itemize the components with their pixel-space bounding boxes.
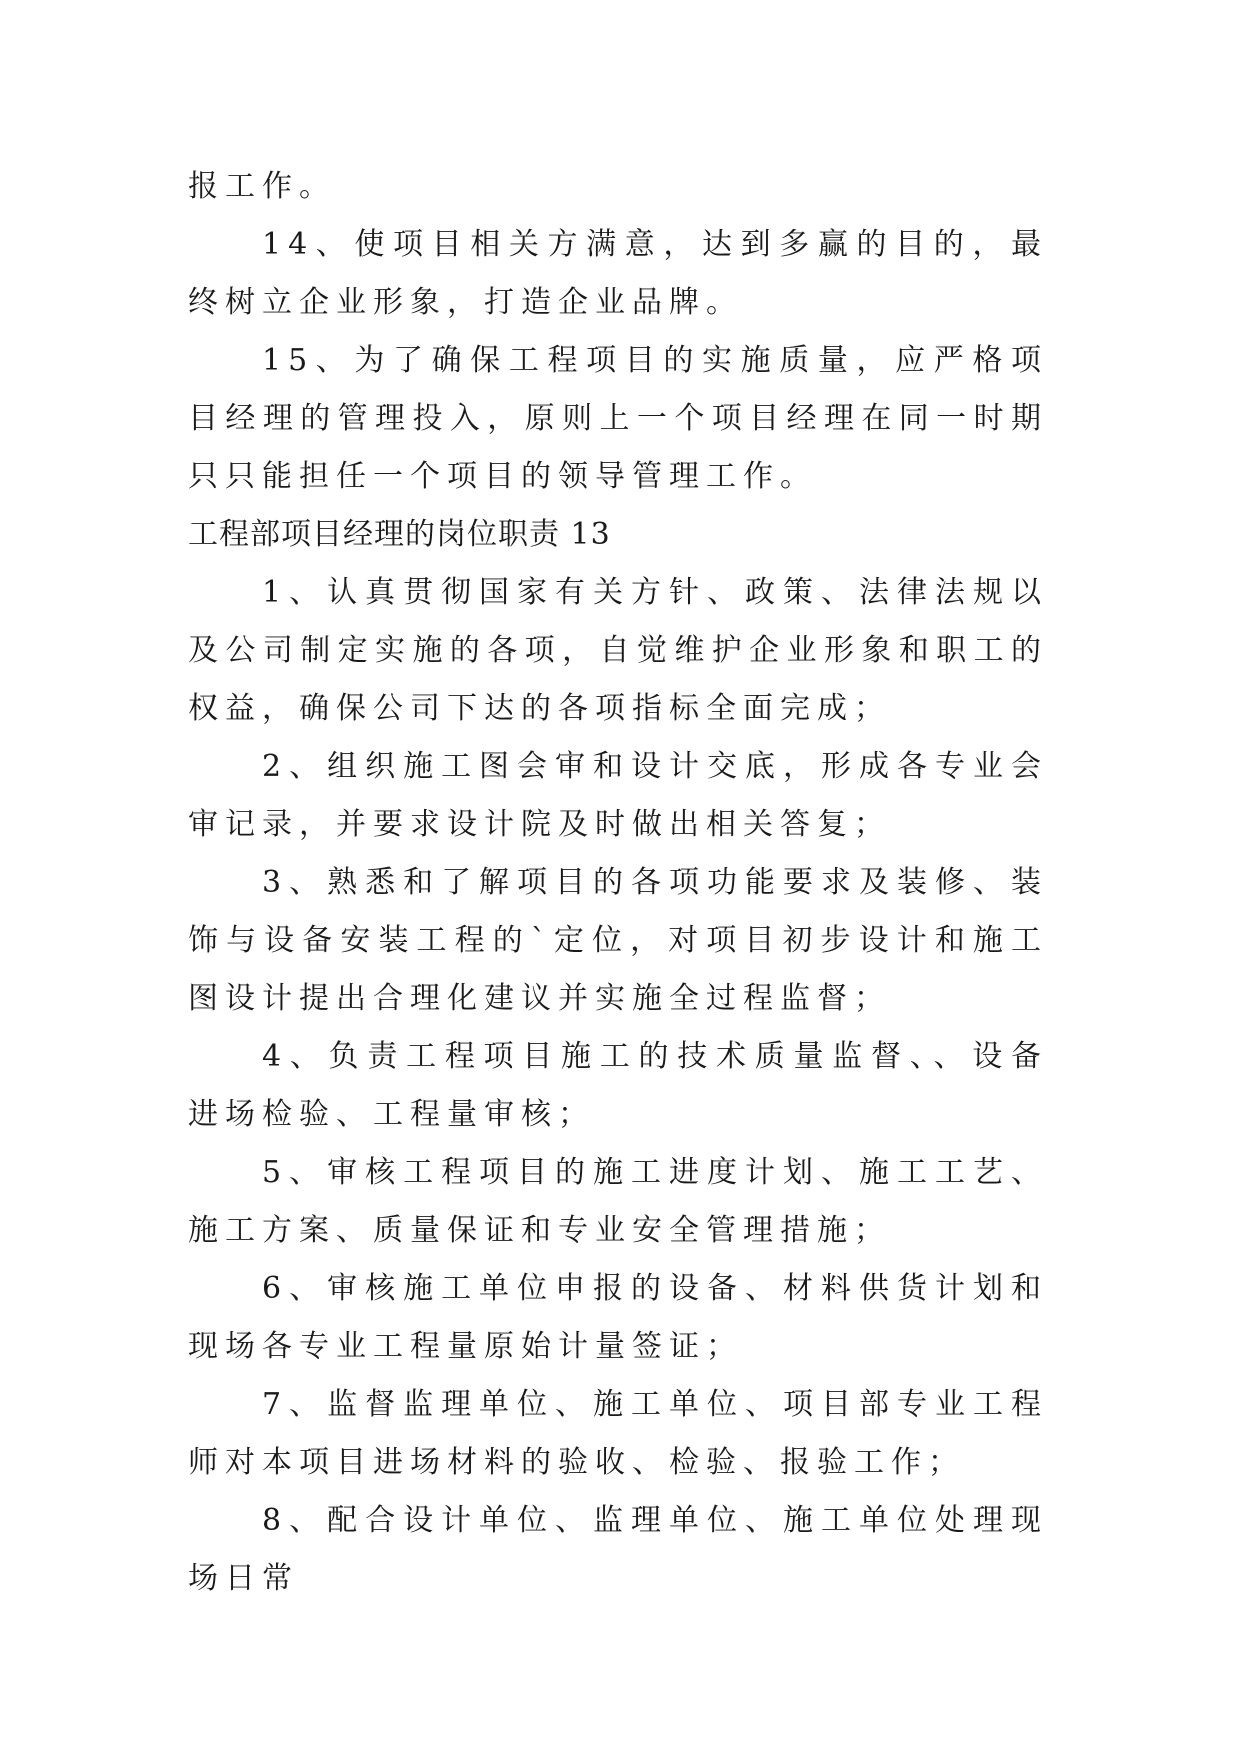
list-item-3: 3、熟悉和了解项目的各项功能要求及装修、装饰与设备安装工程的`定位，对项目初步设计和施工图设计提出合理化建议并实施全过程监督； — [188, 865, 1048, 1016]
list-item-2: 2、组织施工图会审和设计交底，形成各专业会审记录，并要求设计院及时做出相关答复； — [188, 749, 1048, 842]
document-body — [188, 158, 1048, 1608]
list-item-7: 7、监督监理单位、施工单位、项目部专业工程师对本项目进场材料的验收、检验、报验工作； — [188, 1387, 1048, 1480]
list-item-8: 8、配合设计单位、监理单位、施工单位处理现场日常 — [188, 1503, 1048, 1596]
list-item-1: 1、认真贯彻国家有关方针、政策、法律法规以及公司制定实施的各项，自觉维护企业形象和职工的权益，确保公司下达的各项指标全面完成； — [188, 575, 1048, 726]
list-item-14: 14、使项目相关方满意，达到多赢的目的，最终树立企业形象，打造企业品牌。 — [188, 227, 1048, 320]
list-item-6: 6、审核施工单位申报的设备、材料供货计划和现场各专业工程量原始计量签证； — [188, 1271, 1048, 1364]
continuation-paragraph: 报工作。 — [188, 169, 336, 204]
list-item-5: 5、审核工程项目的施工进度计划、施工工艺、施工方案、质量保证和专业安全管理措施； — [188, 1155, 1048, 1248]
list-item-15: 15、为了确保工程项目的实施质量，应严格项目经理的管理投入，原则上一个项目经理在同一时期只只能担任一个项目的领导管理工作。 — [188, 343, 1048, 494]
list-item-4: 4、负责工程项目施工的技术质量监督、、设备进场检验、工程量审核； — [188, 1039, 1048, 1132]
section-heading: 工程部项目经理的岗位职责 13 — [188, 517, 611, 552]
